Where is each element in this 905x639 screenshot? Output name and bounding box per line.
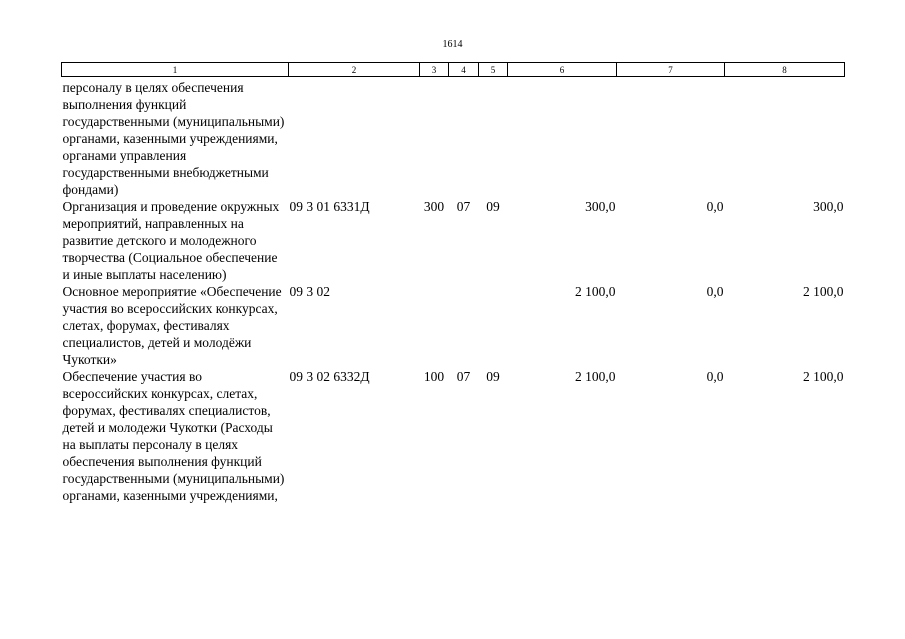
row-col3: 300 [423,199,445,214]
row-col8: 2 100,0 [803,369,844,384]
table-body [62,77,845,505]
row-col5: 09 [486,369,500,384]
row-code [289,77,420,199]
row-col7 [617,77,725,199]
column-header-4: 4 [449,63,479,77]
row-col5: 09 [486,199,500,214]
row-col3 [420,283,449,368]
row-name: Организация и проведение окружных мероприятий, направленных на развитие детского и молодежного творчества (Социальное обеспечение и иные выплаты населению) [62,199,280,282]
table-row [62,283,845,368]
column-header-8: 8 [725,63,845,77]
column-header-3: 3 [420,63,449,77]
row-col8: 2 100,0 [803,284,844,299]
row-col3 [420,77,449,199]
row-col3: 100 [423,369,445,384]
budget-table [61,62,845,504]
column-header-5: 5 [479,63,508,77]
row-col4: 07 [456,369,471,384]
column-number-row [62,63,845,77]
row-col5 [479,77,508,199]
row-col6: 300,0 [585,199,616,214]
row-code: 09 3 02 [289,284,330,299]
row-col8: 300,0 [813,199,844,214]
row-col7: 0,0 [706,199,724,214]
row-col4 [449,77,479,199]
column-header-1: 1 [62,63,289,77]
row-col6 [508,77,617,199]
row-col7: 0,0 [706,284,724,299]
page-number: 1614 [442,39,463,50]
row-col7: 0,0 [706,369,724,384]
row-col4: 07 [456,199,471,214]
table-header [62,63,845,77]
row-code: 09 3 01 6331Д [289,199,370,214]
column-header-2: 2 [289,63,420,77]
row-name: Обеспечение участия во всероссийских конкурсах, слетах, форумах, фестивалях специалистов, детей и молодежи Чукотки (Расходы на выплаты персоналу в целях обеспечения выполнения функций государственными (муниципальными) органами, казенными учреждениями, [62,369,285,503]
column-header-7: 7 [617,63,725,77]
row-col4 [449,283,479,368]
column-header-6: 6 [508,63,617,77]
row-name: Основное мероприятие «Обеспечение участия во всероссийских конкурсах, слетах, форумах, фестивалях специалистов, детей и молодёжи Чукотки» [62,284,282,367]
row-col8 [725,77,845,199]
row-name: персоналу в целях обеспечения выполнения функций государственными (муниципальными) органами, казенными учреждениями, органами управления государственными внебюджетными фондами) [62,80,285,197]
table-row [62,77,845,199]
row-code: 09 3 02 6332Д [289,369,370,384]
row-col6: 2 100,0 [575,369,616,384]
table-row [62,368,845,504]
row-col5 [479,283,508,368]
row-col6: 2 100,0 [575,284,616,299]
table-row [62,198,845,283]
